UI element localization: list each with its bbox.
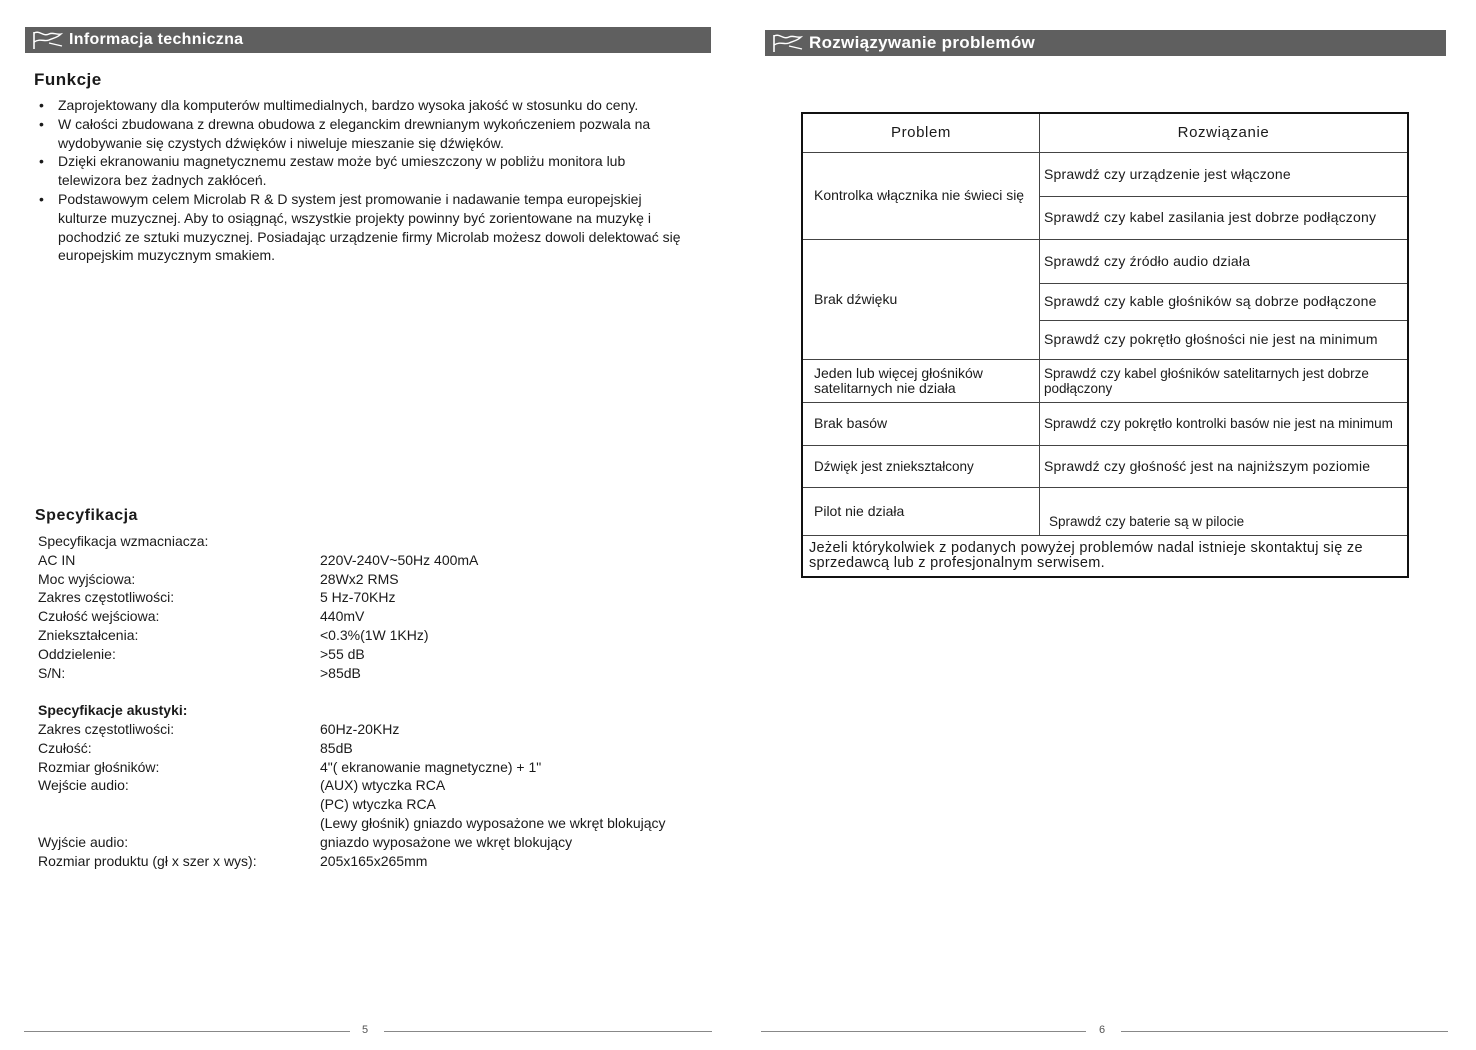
spec-value: 440mV	[320, 608, 365, 625]
spec-label: Rozmiar produktu (gł x szer x wys):	[38, 852, 257, 869]
spec-label: Zakres częstotliwości:	[38, 589, 175, 606]
spec-row	[38, 570, 666, 589]
spec-value: 28Wx2 RMS	[320, 570, 399, 587]
contact-note: Jeżeli którykolwiek z podanych powyżej problemów nadal istnieje skontaktuj się ze sprzedawcą lub z profesjonalnym serwisem.	[802, 536, 1408, 578]
spec-value: 220V-240V~50Hz 400mA	[320, 551, 479, 568]
column-header-problem: Problem	[802, 113, 1040, 153]
section-header-troubleshooting	[765, 30, 1446, 56]
spacer	[38, 682, 666, 701]
spec-value: 85dB	[320, 739, 353, 756]
spec-label: Moc wyjściowa:	[38, 570, 136, 587]
spec-row	[38, 758, 666, 777]
list-item: • Zaprojektowany dla komputerów multimedialnych, bardzo wysoka jakość w stosunku do ceny.	[38, 96, 688, 115]
table-row	[802, 488, 1408, 536]
spec-label: Wejście audio:	[38, 777, 129, 794]
spec-label	[38, 795, 320, 814]
spec-row	[38, 776, 666, 795]
problem-cell: Dźwięk jest zniekształcony	[802, 446, 1040, 488]
spec-value: 4"( ekranowanie magnetyczne) + 1"	[320, 758, 542, 775]
spec-label: Czułość wejściowa:	[38, 608, 160, 625]
page-number: 6	[1099, 1024, 1106, 1036]
solution-cell: Sprawdź czy kabel zasilania jest dobrze podłączony	[1040, 197, 1409, 240]
spec-value: 60Hz-20KHz	[320, 720, 400, 737]
problem-cell: Kontrolka włącznika nie świeci się	[802, 153, 1040, 240]
spec-label: S/N:	[38, 664, 66, 681]
spec-row	[38, 833, 666, 852]
solution-cell: Sprawdź czy pokrętło kontrolki basów nie jest na minimum	[1040, 403, 1409, 446]
problem-cell: Brak basów	[802, 403, 1040, 446]
spec-row	[38, 795, 666, 814]
spec-label: Zniekształcenia:	[38, 626, 139, 643]
list-item: • Dzięki ekranowaniu magnetycznemu zestaw może być umieszczony w pobliżu monitora lub telewizora bez żadnych zakłóceń.	[38, 152, 688, 190]
list-item: • Podstawowym celem Microlab R & D system jest promowanie i nadawanie tempa europejskiej kulturze muzycznej. Aby to osiągnąć, wszystkie projekty powinny być zorientowane na muzykę i pochodzić ze sztuki muzycznej. Posiadając urządzenie firmy Microlab możesz dowoli delektować się europejskim muzycznym smakiem.	[38, 190, 688, 265]
table-row	[802, 153, 1408, 197]
column-header-solution: Rozwiązanie	[1040, 113, 1409, 153]
problem-cell: Pilot nie działa	[802, 488, 1040, 536]
acoustic-spec-heading: Specyfikacje akustyki:	[38, 702, 188, 719]
spec-value: <0.3%(1W 1KHz)	[320, 626, 429, 643]
spec-value: (Lewy głośnik) gniazdo wyposażone we wkręt blokujący	[320, 814, 666, 831]
spec-row	[38, 664, 666, 683]
solution-cell: Sprawdź czy kabel głośników satelitarnych jest dobrze podłączony	[1040, 360, 1409, 403]
spec-row	[38, 607, 666, 626]
footer-divider	[24, 1031, 350, 1032]
section-header-title: Informacja techniczna	[69, 31, 244, 48]
spec-row	[38, 720, 666, 739]
features-title: Funkcje	[34, 70, 102, 89]
flag-icon	[771, 33, 805, 53]
spec-label: Wyjście audio:	[38, 833, 129, 850]
features-list	[38, 96, 688, 265]
solution-cell: Sprawdź czy baterie są w pilocie	[1040, 488, 1409, 536]
spec-row	[38, 814, 666, 833]
solution-cell: Sprawdź czy kable głośników są dobrze podłączone	[1040, 284, 1409, 321]
solution-cell: Sprawdź czy pokrętło głośności nie jest na minimum	[1040, 321, 1409, 360]
solution-cell: Sprawdź czy urządzenie jest włączone	[1040, 153, 1409, 197]
spec-value: >55 dB	[320, 645, 365, 662]
page-number: 5	[362, 1024, 369, 1036]
problem-cell: Jeden lub więcej głośników satelitarnych nie działa	[802, 360, 1040, 403]
table-row	[802, 240, 1408, 284]
footer-divider	[1121, 1031, 1448, 1032]
spec-value: (PC) wtyczka RCA	[320, 796, 436, 813]
troubleshooting-table	[801, 112, 1409, 578]
spec-value: 205x165x265mm	[320, 852, 428, 869]
spec-value: 5 Hz-70KHz	[320, 589, 396, 606]
section-header-technical-info	[25, 27, 711, 53]
solution-cell: Sprawdź czy głośność jest na najniższym poziomie	[1040, 446, 1409, 488]
footer-divider	[384, 1031, 712, 1032]
spec-value: >85dB	[320, 664, 361, 681]
table-row	[802, 360, 1408, 403]
spec-row	[38, 551, 666, 570]
table-note-row	[802, 536, 1408, 578]
spec-label: Rozmiar głośników:	[38, 758, 160, 775]
list-item: • W całości zbudowana z drewna obudowa z eleganckim drewnianym wykończeniem pozwala na wydobywanie się czystych dźwięków i niweluje mieszanie się dźwięków.	[38, 115, 688, 153]
flag-icon	[31, 30, 65, 50]
spec-label: AC IN	[38, 551, 76, 568]
spec-row	[38, 626, 666, 645]
section-header-title: Rozwiązywanie problemów	[809, 33, 1036, 52]
amp-spec-heading: Specyfikacja wzmacniacza:	[38, 533, 209, 549]
spec-row	[38, 852, 666, 871]
spec-value: gniazdo wyposażone we wkręt blokujący	[320, 833, 573, 850]
footer-divider	[761, 1031, 1086, 1032]
spec-row	[38, 739, 666, 758]
spec-row	[38, 588, 666, 607]
specification-title: Specyfikacja	[35, 507, 138, 524]
table-row	[802, 446, 1408, 488]
spec-label: Zakres częstotliwości:	[38, 720, 175, 737]
spec-value: (AUX) wtyczka RCA	[320, 777, 446, 794]
spec-label: Oddzielenie:	[38, 645, 116, 662]
spec-label: Czułość:	[38, 739, 92, 756]
problem-cell: Brak dźwięku	[802, 240, 1040, 360]
spec-row	[38, 645, 666, 664]
table-header-row	[802, 113, 1408, 153]
spec-label	[38, 814, 320, 833]
specification-block	[38, 532, 666, 870]
table-row	[802, 403, 1408, 446]
solution-cell: Sprawdź czy źródło audio działa	[1040, 240, 1409, 284]
